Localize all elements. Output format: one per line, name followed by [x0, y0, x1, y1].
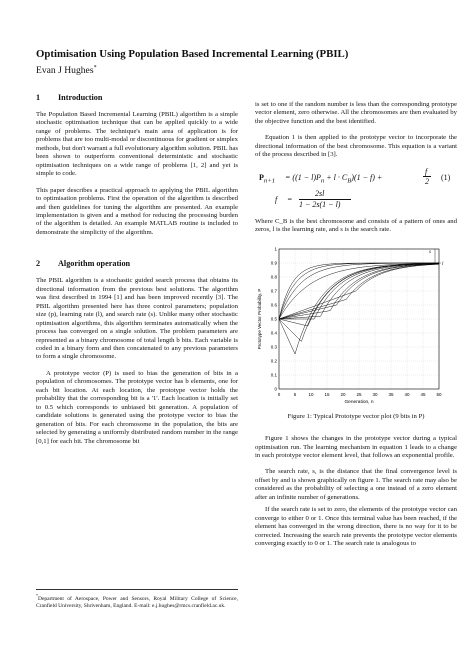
- eq-frac-2-num: 2sl: [315, 188, 325, 198]
- eq-frac-2-den: 1 − 2s(1 − l): [299, 199, 341, 209]
- author-footnote-mark: *: [93, 65, 97, 71]
- footnote-text: Department of Aerospace, Power and Sensors, Royal Military College of Science, Cranfield University, Shrivenham, England. E-mail: e.j.hughes@rmcs.cranfield.ac.uk.: [36, 595, 238, 609]
- zero-search-rate-paragraph: If the search rate is set to zero, the elements of the prototype vector can converge to either 0 or 1. Once this terminal value has been reached, if the element has converged in the wrong direction, there is no way for it to be corrected. Increasing the search rate prevents the prototype vector elements converging exactly to 0 or 1. The search rate is analogous to: [255, 506, 457, 548]
- series-line: [279, 263, 439, 326]
- y-tick-label: 0.5: [270, 316, 277, 322]
- prototype-vector-chart: [255, 241, 457, 409]
- search-rate-paragraph: The search rate, s, is the distance that the final convergence level is offset by and is shown graphically on figure 1. The search rate may also be considered as the probability of selecting a one instead of a zero element after an infinite number of generations.: [255, 468, 457, 501]
- intro-paragraph-1: The Population Based Incremental Learning (PBIL) algorithm is a simple stochastic optimisation technique that can be applied quickly to a wide range of problems. The technique's main area of application is for problems that are too multi-modal or discontinuous for gradient or simplex methods, but don't warrant a full evolutionary algorithm solution. PBIL has been shown to outperform conventional deterministic and stochastic optimisation techniques on a wide range of problems [1, 2] and yet is simple to code.: [36, 111, 238, 178]
- y-tick-label: 0: [274, 386, 277, 392]
- x-axis-label: Generation, n: [344, 399, 374, 405]
- left-column: [36, 93, 238, 446]
- y-tick-label: 0.6: [270, 302, 277, 308]
- eq-rhs-1: = $((1 - l)P_n + l \cdot C_B)(1 - f)$ +: [285, 172, 383, 185]
- x-tick-label: 35: [388, 391, 394, 397]
- y-tick-label: 0.2: [270, 358, 277, 364]
- eq-frac-1-den: 2: [425, 176, 429, 186]
- y-tick-label: 0.7: [270, 288, 277, 294]
- eq-lhs-2: f: [275, 194, 278, 204]
- paper-title: Optimisation Using Population Based Incremental Learning (PBIL): [36, 48, 349, 60]
- y-axis-label: Prototype Vector Probability, P: [257, 288, 262, 349]
- s-annotation: s: [429, 249, 431, 255]
- figure-discussion-paragraph: Figure 1 shows the changes in the prototype vector during a typical optimisation run. The learning mechanism in equation 1 leads to a change in each prototype vector element level, that follows an exponential profile.: [255, 435, 457, 459]
- x-tick-label: 10: [308, 391, 314, 397]
- x-tick-label: 45: [420, 391, 426, 397]
- section-1-number: 1: [36, 93, 41, 102]
- author-line: [36, 65, 97, 76]
- x-tick-label: 30: [372, 391, 378, 397]
- y-tick-label: 0.3: [270, 344, 277, 350]
- y-tick-label: 1: [274, 246, 277, 252]
- equation-intro-paragraph: Equation 1 is then applied to the prototype vector to incorporate the directional information of the best chromosome. This equation is a variant of the process described in [3].: [255, 134, 457, 159]
- section-2-heading: [36, 259, 238, 269]
- x-tick-label: 50: [436, 391, 442, 397]
- y-tick-label: 0.4: [270, 330, 277, 336]
- figure-1-caption: Figure 1: Typical Prototype vector plot (9 bits in P): [287, 412, 425, 420]
- section-2-title: Algorithm operation: [58, 259, 131, 269]
- x-tick-label: 0: [277, 391, 281, 397]
- section-1-heading: [36, 93, 238, 103]
- l-annotation: l: [442, 261, 444, 267]
- x-tick-label: 20: [340, 391, 346, 397]
- x-tick-label: 25: [356, 391, 362, 397]
- eq-number-label: (1): [441, 172, 451, 182]
- y-tick-label: 0.8: [270, 274, 277, 280]
- eq-lhs-1: $P_{n+1}$: [259, 172, 276, 185]
- section-2-number: 2: [36, 259, 41, 269]
- eq-frac-1-num: f: [425, 166, 428, 176]
- section-1-title: Introduction: [58, 93, 103, 102]
- x-tick-label: 5: [293, 391, 297, 397]
- figure-1: [255, 241, 457, 409]
- intro-paragraph-2: This paper describes a practical approach to applying the PBIL algorithm to optimisation problems. First the operation of the algorithm is described and then guidelines for tuning the algorithm are presented. An example implementation is given and a method for reducing the processing burden of the algorithm is detailed. An example MATLAB routine is included to demonstrate the simplicity of the algorithm.: [36, 186, 238, 236]
- footnote-mark: *: [36, 593, 38, 598]
- algorithm-paragraph-2: A prototype vector (P) is used to bias the generation of bits in a population of chromosomes. The prototype vector has b elements, one for each bit location. At each location, the prototype vector holds the probability that the corresponding bit is a '1'. Each location is initially set to 0.5 which corresponds to unbiased bit generation. A population of candidate solutions is generated using the prototype vector to bias the generation of bits. For each chromosome in the population, the bits are selected by generating a uniformly distributed random number in the range [0,1] for each bit. The chromosome bit: [36, 369, 238, 445]
- continued-paragraph: is set to one if the random number is less than the corresponding prototype vector element, zero otherwise. All the chromosomes are then evaluated by the objective function and the best identified.: [255, 101, 457, 125]
- algorithm-paragraph-1: The PBIL algorithm is a stochastic guided search process that obtains its directional information from the previous best solutions. The algorithm was first described in 1994 [1] and has been improved recently [3]. The PBIL algorithm presented here has three control parameters; population size (p), learning rate (l), and search rate (s). Unlike many other stochastic optimisation algorithms, this algorithm terminates automatically when the process has converged on a single solution. The problem parameters are represented as a binary chromosome of total length b bits. Each variable is coded in a binary form and then concatenated to any previous parameters to form a single chromosome.: [36, 277, 238, 361]
- right-column: [255, 101, 457, 549]
- where-paragraph: Where C_B is the best chromosome and consists of a pattern of ones and zeros, l is the learning rate, and s is the search rate.: [255, 217, 457, 234]
- equation-1: $P_{n+1}$ = $((1 - l)P_n + l \cdot C_B)(1 - f)$ + f 2 (1) f = 2sl 1 − 2s(1 − l): [259, 166, 451, 209]
- footnote: [36, 589, 238, 609]
- y-tick-label: 0.1: [270, 372, 277, 378]
- y-tick-label: 0.9: [270, 260, 277, 266]
- author-name: Evan J Hughes: [36, 65, 94, 77]
- x-tick-label: 15: [324, 391, 330, 397]
- x-tick-label: 40: [404, 391, 410, 397]
